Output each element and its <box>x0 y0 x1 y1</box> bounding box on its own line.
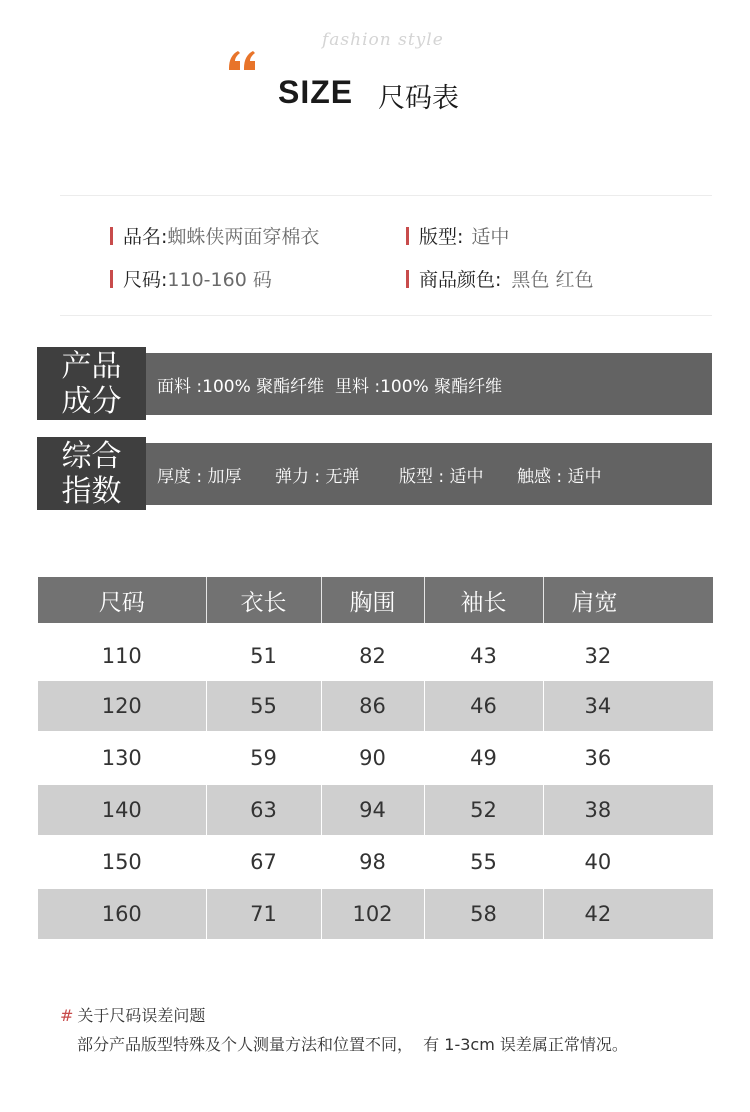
table-header-row <box>38 577 713 623</box>
table-cell: 63 <box>206 785 321 835</box>
divider-bottom <box>60 315 712 316</box>
table-cell: 90 <box>321 731 424 785</box>
column-header: 尺码 <box>38 577 206 623</box>
size-table <box>38 577 713 939</box>
table-cell: 160 <box>38 889 206 939</box>
info-value: 蜘蛛侠两面穿棉衣 <box>167 226 320 248</box>
info-label: 尺码: <box>123 269 168 291</box>
table-cell: 55 <box>206 681 321 731</box>
index-item: 弹力 : 无弹 <box>275 466 360 487</box>
column-header: 胸围 <box>321 577 424 623</box>
table-cell: 130 <box>38 731 206 785</box>
table-cell: 46 <box>424 681 543 731</box>
info-fit <box>406 222 509 249</box>
table-cell: 38 <box>543 785 713 835</box>
table-cell: 52 <box>424 785 543 835</box>
table-cell: 67 <box>206 835 321 889</box>
info-label: 商品颜色: <box>419 269 502 291</box>
accent-bar <box>406 270 409 288</box>
size-title-en: SIZE <box>278 74 354 110</box>
table-cell: 34 <box>543 681 713 731</box>
accent-bar <box>110 270 113 288</box>
index-item: 版型 : 适中 <box>399 466 484 487</box>
table-cell: 42 <box>543 889 713 939</box>
info-label: 版型: <box>419 226 464 248</box>
table-row <box>38 623 713 681</box>
table-cell: 102 <box>321 889 424 939</box>
table-cell: 43 <box>424 623 543 681</box>
info-label: 品名: <box>123 226 168 248</box>
info-size <box>110 265 272 292</box>
quote-icon <box>226 42 260 86</box>
table-cell: 140 <box>38 785 206 835</box>
table-cell: 150 <box>38 835 206 889</box>
info-value: 适中 <box>471 226 510 248</box>
index-label <box>37 437 146 510</box>
column-header: 袖长 <box>424 577 543 623</box>
size-title-cn: 尺码表 <box>378 83 459 114</box>
table-cell: 40 <box>543 835 713 889</box>
composition-label-line2: 成分 <box>61 383 122 419</box>
table-cell: 71 <box>206 889 321 939</box>
table-row <box>38 785 713 835</box>
note-title-text: 关于尺码误差问题 <box>77 1006 206 1025</box>
table-cell: 36 <box>543 731 713 785</box>
table-cell: 98 <box>321 835 424 889</box>
composition-band <box>144 353 712 415</box>
table-cell: 82 <box>321 623 424 681</box>
table-cell: 55 <box>424 835 543 889</box>
index-item: 厚度 : 加厚 <box>157 466 242 487</box>
info-value: 110-160 码 <box>167 269 272 291</box>
divider-top <box>60 195 712 196</box>
info-value: 黑色 红色 <box>511 269 594 291</box>
hash-icon: # <box>60 1006 74 1025</box>
table-cell: 86 <box>321 681 424 731</box>
table-row <box>38 731 713 785</box>
table-cell: 49 <box>424 731 543 785</box>
column-header: 肩宽 <box>543 577 713 623</box>
table-cell: 32 <box>543 623 713 681</box>
table-row <box>38 835 713 889</box>
table-cell: 51 <box>206 623 321 681</box>
note-title <box>60 1003 205 1026</box>
table-row <box>38 889 713 939</box>
index-band <box>144 443 712 505</box>
composition-text: 面料 :100% 聚酯纤维 里料 :100% 聚酯纤维 <box>157 376 503 397</box>
table-cell: 94 <box>321 785 424 835</box>
index-label-line1: 综合 <box>61 438 122 474</box>
info-color <box>406 265 593 292</box>
composition-label-line1: 产品 <box>61 348 122 384</box>
accent-bar <box>110 227 113 245</box>
table-cell: 120 <box>38 681 206 731</box>
accent-bar <box>406 227 409 245</box>
index-item: 触感 : 适中 <box>517 466 602 487</box>
column-header: 衣长 <box>206 577 321 623</box>
fashion-style-script: fashion style <box>322 30 444 50</box>
table-cell: 58 <box>424 889 543 939</box>
index-label-line2: 指数 <box>61 473 122 509</box>
composition-label <box>37 347 146 420</box>
info-product-name <box>110 222 319 249</box>
table-cell: 110 <box>38 623 206 681</box>
note-body: 部分产品版型特殊及个人测量方法和位置不同， 有 1-3cm 误差属正常情况。 <box>77 1035 628 1054</box>
table-cell: 59 <box>206 731 321 785</box>
table-row <box>38 681 713 731</box>
